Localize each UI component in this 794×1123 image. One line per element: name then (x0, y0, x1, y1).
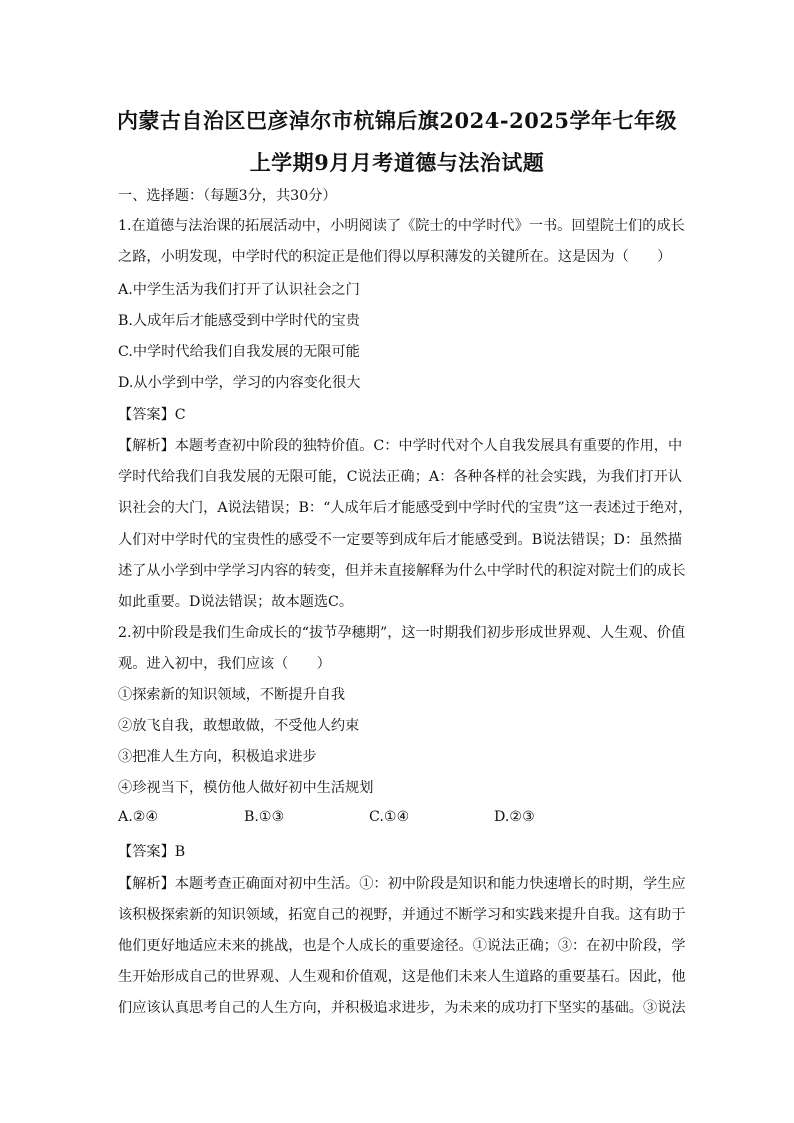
q2-option-a: A.②④ (118, 809, 159, 825)
doc-title-line-2: 上学期9月月考道德与法治试题 (249, 150, 545, 175)
q2-stem-line: 2.初中阶段是我们生命成长的“拔节孕穗期”，这一时期我们初步形成世界观、人生观、价值 (118, 625, 686, 641)
section-heading: 一、选择题：（每题3分，共30分） (118, 188, 337, 204)
q2-option-d: D.②③ (494, 809, 535, 825)
q2-option-c: C.①④ (369, 809, 410, 825)
q1-stem-line: 1.在道德与法治课的拓展活动中，小明阅读了《院士的中学时代》一书。回望院士们的成长 (118, 218, 685, 234)
q1-answer: 【答案】C (118, 407, 186, 423)
q2-item-1: ①探索新的知识领域，不断提升自我 (118, 687, 346, 703)
q2-analysis-line: 该积极探索新的知识领域，拓宽自己的视野，并通过不断学习和实践来提升自我。这有助于 (118, 907, 686, 923)
q1-option-d: D.从小学到中学，学习的内容变化很大 (118, 375, 361, 391)
q2-item-4: ④珍视当下，模仿他人做好初中生活规划 (118, 780, 374, 796)
q2-analysis-line: 【解析】本题考查正确面对初中生活。①：初中阶段是知识和能力快速增长的时期，学生应 (118, 876, 686, 892)
q1-option-a: A.中学生活为我们打开了认识社会之门 (118, 282, 360, 298)
doc-title-line-1: 内蒙古自治区巴彦淖尔市杭锦后旗2024-2025学年七年级 (116, 108, 678, 133)
q2-analysis-line: 生开始形成自己的世界观、人生观和价值观，这是他们未来人生道路的重要基石。因此，他 (118, 969, 686, 985)
q2-item-3: ③把准人生方向，积极追求进步 (118, 749, 317, 765)
q1-option-c: C.中学时代给我们自我发展的无限可能 (118, 344, 360, 360)
q1-analysis-line: 述了从小学到中学学习内容的转变，但并未直接解释为什么中学时代的积淀对院士们的成长 (118, 563, 686, 579)
q2-analysis-line: 们应该认真思考自己的人生方向，并积极追求进步，为未来的成功打下坚实的基础。③说法 (118, 1000, 686, 1016)
q2-options-row (118, 809, 682, 829)
q2-item-2: ②放飞自我，敢想敢做，不受他人约束 (118, 718, 360, 734)
q1-stem-line: 之路，小明发现，中学时代的积淀正是他们得以厚积薄发的关键所在。这是因为（ ） (118, 249, 672, 265)
q1-analysis-line: 如此重要。D说法错误；故本题选C。 (118, 594, 354, 610)
q2-answer: 【答案】B (118, 844, 186, 860)
q1-analysis-line: 【解析】本题考查初中阶段的独特价值。C：中学时代对个人自我发展具有重要的作用，中 (118, 438, 683, 454)
q1-analysis-line: 识社会的大门，A说法错误；B：“人成年后才能感受到中学时代的宝贵”这一表述过于绝对， (118, 500, 693, 516)
q1-analysis-line: 学时代给我们自我发展的无限可能，C说法正确；A：各种各样的社会实践，为我们打开认 (118, 469, 682, 485)
q2-stem-line: 观。进入初中，我们应该（ ） (118, 656, 331, 672)
q1-analysis-line: 人们对中学时代的宝贵性的感受不一定要等到成年后才能感受到。B说法错误；D：虽然描 (118, 532, 682, 548)
q1-option-b: B.人成年后才能感受到中学时代的宝贵 (118, 313, 360, 329)
q2-analysis-line: 他们更好地适应未来的挑战，也是个人成长的重要途径。①说法正确；③：在初中阶段，学 (118, 938, 686, 954)
q2-option-b: B.①③ (244, 809, 285, 825)
